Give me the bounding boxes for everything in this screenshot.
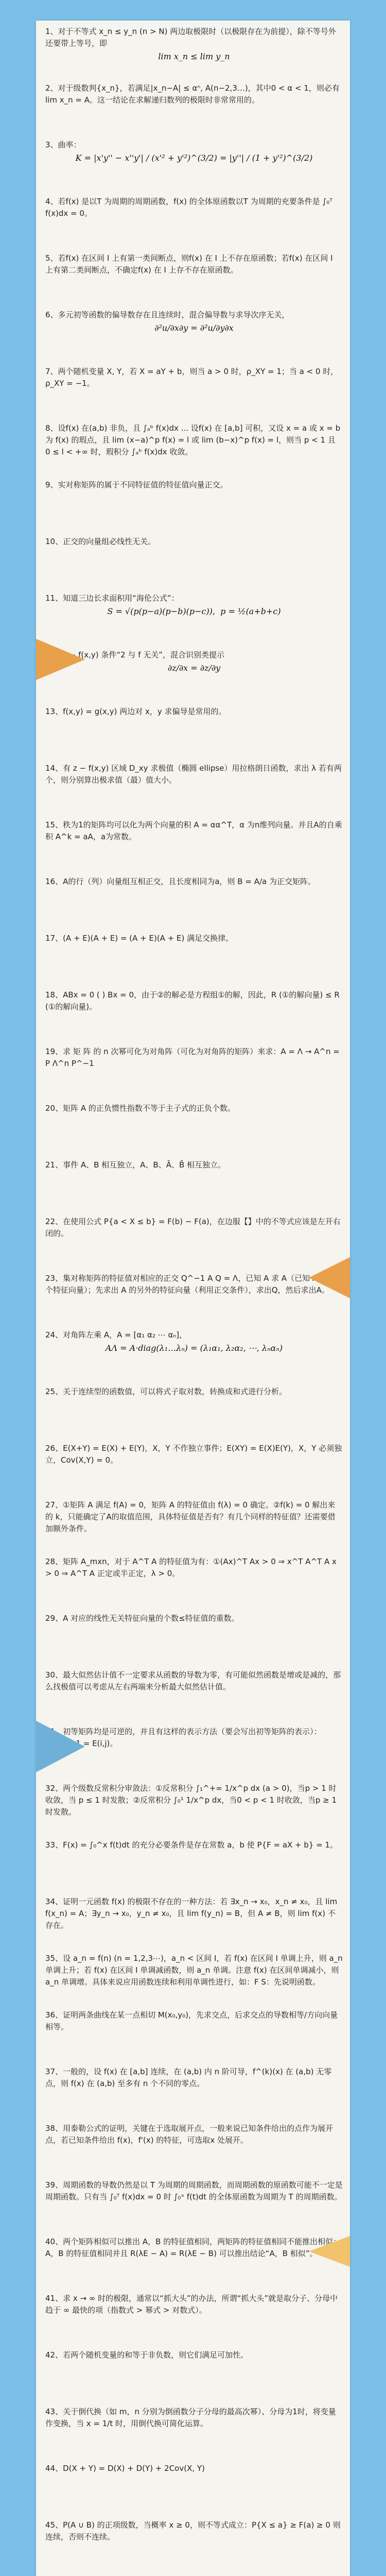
note-formula: lim x_n ≤ lim y_n [158,52,230,61]
note-text: 29、A 对应的线性无关特征向量的个数≤特征值的重数。 [45,1614,239,1623]
note-item [36,1834,350,1891]
note-text: 19、求 矩 阵 的 n 次幂可化为对角阵（可化为对角阵的矩阵）来求：A = Λ → A^n = P Λ^n P^−1 [45,1047,340,1068]
note-text: 14、有 z − f(x,y) 区域 D_xy 求极值（椭圆 ellipse）用拉格朗日函数，求出 λ 若有两个，则分别算出极求值（最）值大小。 [45,764,342,785]
decorative-shape [309,2236,350,2267]
note-item [36,1211,350,1267]
note-item [36,361,350,417]
note-item [36,2174,350,2231]
note-formula: K = |x'y'' − x''y'| / (x'² + y'²)^(3/2) = |y''| / (1 + y'²)^(3/2) [75,153,313,163]
note-text: 17、(A + E)(A + E) = (A + E)(A + E) 满足交换律。 [45,934,234,943]
note-item [36,2061,350,2117]
note-item [36,1324,350,1381]
note-item [36,871,350,927]
note-text: 42、若两个随机变量的和等于非负数，则它们满足可加性。 [45,2350,249,2360]
note-text: 27、①矩阵 A 满足 f(A) = 0，矩阵 A 的特征值由 f(λ) = 0 确定。②f(k) = 0 解出来的 k，只能确定了A的取值范围，具体特征值是否有？有几个同样的特征值？还需要借加额外条件。 [45,1500,336,1533]
note-item [36,2514,350,2571]
note-text: 45、P(A ∪ B) 的正项级数，当概率 x ≥ 0，则不等式成立：P{X ≤ a} ≥ F(a) ≥ 0 则连续，否则不连续。 [45,2520,341,2541]
note-text: 43、关于倒代换（如 m，n 分别为倒函数分子分母的最高次幂）、分母为1时，将变量作变换，当 x = 1/t 时，用倒代换可简化运算。 [45,2407,336,2428]
note-text: 5、若f(x) 在区间 I 上有第一类间断点，则f(x) 在 I 上不存在原函数；若f(x) 在区间 I 上有第二类间断点，不确定f(x) 在 I 上存不存在原函数。 [45,253,333,275]
note-item [36,701,350,757]
note-text: 22、在使用公式 P{a < X ≤ b} = F(b) − F(a)，在边服【】中的不等式应该是左开右闭的。 [45,1217,341,1238]
note-formula: ∂²u/∂x∂y = ∂²u/∂y∂x [154,323,234,333]
note-text: 37、一般的，设 f(x) 在 [a,b] 连续，在 (a,b) 内 n 阶可导，f^(k)(x) 在 (a,b) 无零点，则 f(x) 在 (a,b) 至多有 n 个不同的零点。 [45,2067,332,2088]
note-item [36,417,350,474]
note-text: 1、对于不等式 x_n ≤ y_n (n > N) 两边取极限时（以极限存在为前提），除不等号外还要带上等号，即 [45,27,336,48]
note-text: 38、用泰勒公式的证明，关键在于选取展开点，一般来说已知条件给出的点作为展开点，若已知条件给出 f(x)，f'(x) 的特征，可选取x 处展开。 [45,2124,334,2145]
note-item [36,2004,350,2061]
note-text: 40、两个矩阵相似可以推出 A，B 的特征值相同，两矩阵的特征值相同不能推出相似：A，B 的特征值相同并且 R(λE − A) = R(λE − B) 可以推出结论“A，B 相似”。 [45,2237,341,2258]
note-item [36,1494,350,1551]
note-text: 31、初等矩阵均是可逆的，并且有这样的表示方法（要会写出初等矩阵的表示）：E(i,j)^−1 = E(i,j)。 [45,1727,322,1748]
note-item [36,1041,350,1097]
note-text: 6、多元初等函数的偏导数存在且连续时，混合偏导数与求导次序无关， [45,310,290,319]
note-text: 44、D(X + Y) = D(X) + D(Y) + 2Cov(X, Y) [45,2464,205,2473]
note-text: 39、周期函数的导数仍然是以 T 为周期的周期函数，而周期函数的原函数可能不一定是周期函数。只有当 ∫₀ᵀ f(x)dx = 0 时 ∫₀ˣ f(t)dt 的全体原函数为周期为 T 的周期函数。 [45,2180,343,2201]
note-text: 35、设 a_n = f(n) (n = 1,2,3⋯)，a_n < 区间 I，若 f(x) 在区间 I 单调上升，则 a_n 单调上升；若 f(x) 在区间 I 单调减函数，则 a_n 单调。注意 f(x) 在区间单调减小，则 a_n 单调增。具体来说应用函数连续和利用单调性进行，如：F S：先说明函数。 [45,1954,343,1987]
note-text: 21、事件 A、B 相互独立，A、B、Ā、B̄ 相互独立。 [45,1160,226,1170]
note-item [36,2458,350,2514]
note-item [36,77,350,134]
note-text: 13、f(x,y) = g(x,y) 两边对 x，y 求偏导是常用的。 [45,707,226,716]
note-text: 8、设f(x) 在(a,b) 非负，且 ∫ₐᵇ f(x)dx ... 设f(x) 在 [a,b] 可积，又设 x = a 或 x = b 为 f(x) 的瑕点，且 lim (x−a)^p f(x) = l 或 lim (b−x)^p f(x) = l，则当 p < 1 且 0 ≤ l < +∞ 时，瑕积分 ∫ₐᵇ f(x)dx 收敛。 [45,423,341,456]
note-item [36,1097,350,1154]
note-text: 34、证明一元函数 f(x) 的极限不存在的一种方法：若 ∃x_n → x₀，x_n ≠ x₀，且 lim f(x_n) = A；∃y_n → x₀，y_n ≠ x₀，且 lim f(y_n) = B，但 A ≠ B，则 lim f(x) 不存在。 [45,1897,338,1930]
note-text: 18、ABx = 0 ( ) Bx = 0，由于②的解必是方程组①的解，因此，R (①的解向量) ≤ R (①的解向量)。 [45,990,340,1011]
note-text: 30、最大似然估计值不一定要求从函数的导数为零，有可能似然函数是增或是减的，那么找极值可以考虑从左右两端来分析最大似然估计值。 [45,1670,341,1691]
note-text: 7、两个随机变量 X, Y，若 X = aY + b，则当 a > 0 时，ρ_XY = 1；当 a < 0 时，ρ_XY = −1。 [45,367,339,388]
note-item [36,2571,350,2576]
note-text: 2、对于级数判{x_n}，若满足|x_n−A| ≤ αⁿ, A(n−2,3…)，其中0 < α < 1，则必有 lim x_n = A。这一结论在求解递归数列的极限时非常常用的。 [45,83,340,105]
note-item [36,1947,350,2004]
note-item [36,304,350,361]
note-formula: S = √(p(p−a)(p−b)(p−c)), p = ½(a+b+c) [107,606,281,616]
note-item [36,1381,350,1437]
note-text: 16、A的行（列）向量组互相正交，且长度相同为a，则 B = A/a 为正交矩阵。 [45,877,315,886]
note-item [36,474,350,531]
note-text: 28、矩阵 A_mxn，对于 A^T A 的特征值为有：①(Ax)^T Ax > 0 ⇒ x^T A^T A x > 0 ⇒ A^T A 正定或半正定，λ > 0。 [45,1557,337,1578]
note-item [36,1607,350,1664]
note-item [36,757,350,814]
note-text: 23、集对称矩阵的特征值对相应的正交 Q^−1 A Q = Λ，已知 A 求 A（已知 A 的一个特征向量）；先求出 A 的另外的特征向量（利用正交条件），求出Q，然后求出A。 [45,1274,336,1295]
decorative-shape [309,1257,350,1298]
note-item [36,1551,350,1607]
note-item [36,1267,350,1324]
note-text: 26、E(X+Y) = E(X) + E(Y)，X，Y 不作独立事件；E(XY) = E(X)E(Y)，X，Y 必须独立，Cov(X,Y) = 0。 [45,1444,342,1465]
note-text: 33、F(x) = ∫₀^x f(t)dt 的充分必要条件是存在常数 a，b 使 P{F = aX + b} = 1。 [45,1840,338,1850]
note-text: 9、实对称矩阵的属于不同特征值的特征值向量正交。 [45,480,228,489]
note-item [36,1777,350,1834]
note-text: 12、z − f(x,y) 条件“2 与 f 无关”，混合识别类提示 [45,650,225,659]
note-item [36,587,350,644]
decorative-shape [36,1721,85,1772]
note-item [36,1437,350,1494]
note-item [36,2344,350,2401]
note-text: 32、两个级数反常积分审敛法：①反常积分 ∫₁^+∞ 1/x^p dx (a > 0)，当p > 1 时收敛，当 p ≤ 1 时发散；②反常积分 ∫₀¹ 1/x^p dx，当0 < p < 1 时收敛，当p ≥ 1 时发散。 [45,1784,337,1817]
note-text: 3、曲率： [45,140,81,149]
note-item [36,2401,350,2458]
note-item [36,984,350,1041]
note-item [36,247,350,304]
note-text: 4、若f(x) 是以T 为周期的周期函数，f(x) 的全体原函数以T 为周期的充要条件是 ∫₀ᵀ f(x)dx = 0。 [45,197,333,218]
note-formula: ∂z/∂x = ∂z/∂y [167,663,221,673]
note-item [36,2117,350,2174]
note-text: 10、正交的向量组必线性无关。 [45,537,156,546]
note-item [36,191,350,247]
note-formula: AΛ = A·diag(λ₁…λₙ) = (λ₁α₁, λ₂α₂, ⋯, λₙαₙ) [105,1343,283,1353]
note-item [36,1891,350,1947]
note-item [36,1154,350,1211]
note-item [36,2287,350,2344]
note-text: 15、秩为1的矩阵均可以化为两个向量的积 A = αα^T，α 为n维列向量。并且A的自乘积 A^k = aA，a为常数。 [45,820,342,841]
note-item [36,814,350,871]
notes-paper [36,21,350,2576]
note-item [36,21,350,77]
note-text: 25、关于连续型的函数值，可以将式子取对数，转换成和式进行分析。 [45,1387,287,1396]
decorative-shape [36,639,85,680]
note-item [36,531,350,587]
note-text: 20、矩阵 A 的正负惯性指数不等于主子式的正负个数。 [45,1104,235,1113]
note-item [36,2231,350,2287]
note-text: 41、求 x → ∞ 时的极限，通常以“抓大头”的办法，所谓“抓大头”就是取分子、分母中趋于 ∞ 最快的项（指数式 > 幂式 > 对数式）。 [45,2294,338,2315]
note-text: 36、证明两条曲线在某一点相切 M(x₀,y₀)，先求交点，后求交点的导数相等/方向向量相等。 [45,2010,338,2031]
note-item [36,927,350,984]
note-text: 24、对角阵左乘 A，A = [α₁ α₂ ⋯ αₙ]， [45,1330,187,1340]
note-item [36,1664,350,1721]
note-text: 11、知道三边长求面积用“海伦公式”： [45,594,179,603]
note-item [36,134,350,191]
